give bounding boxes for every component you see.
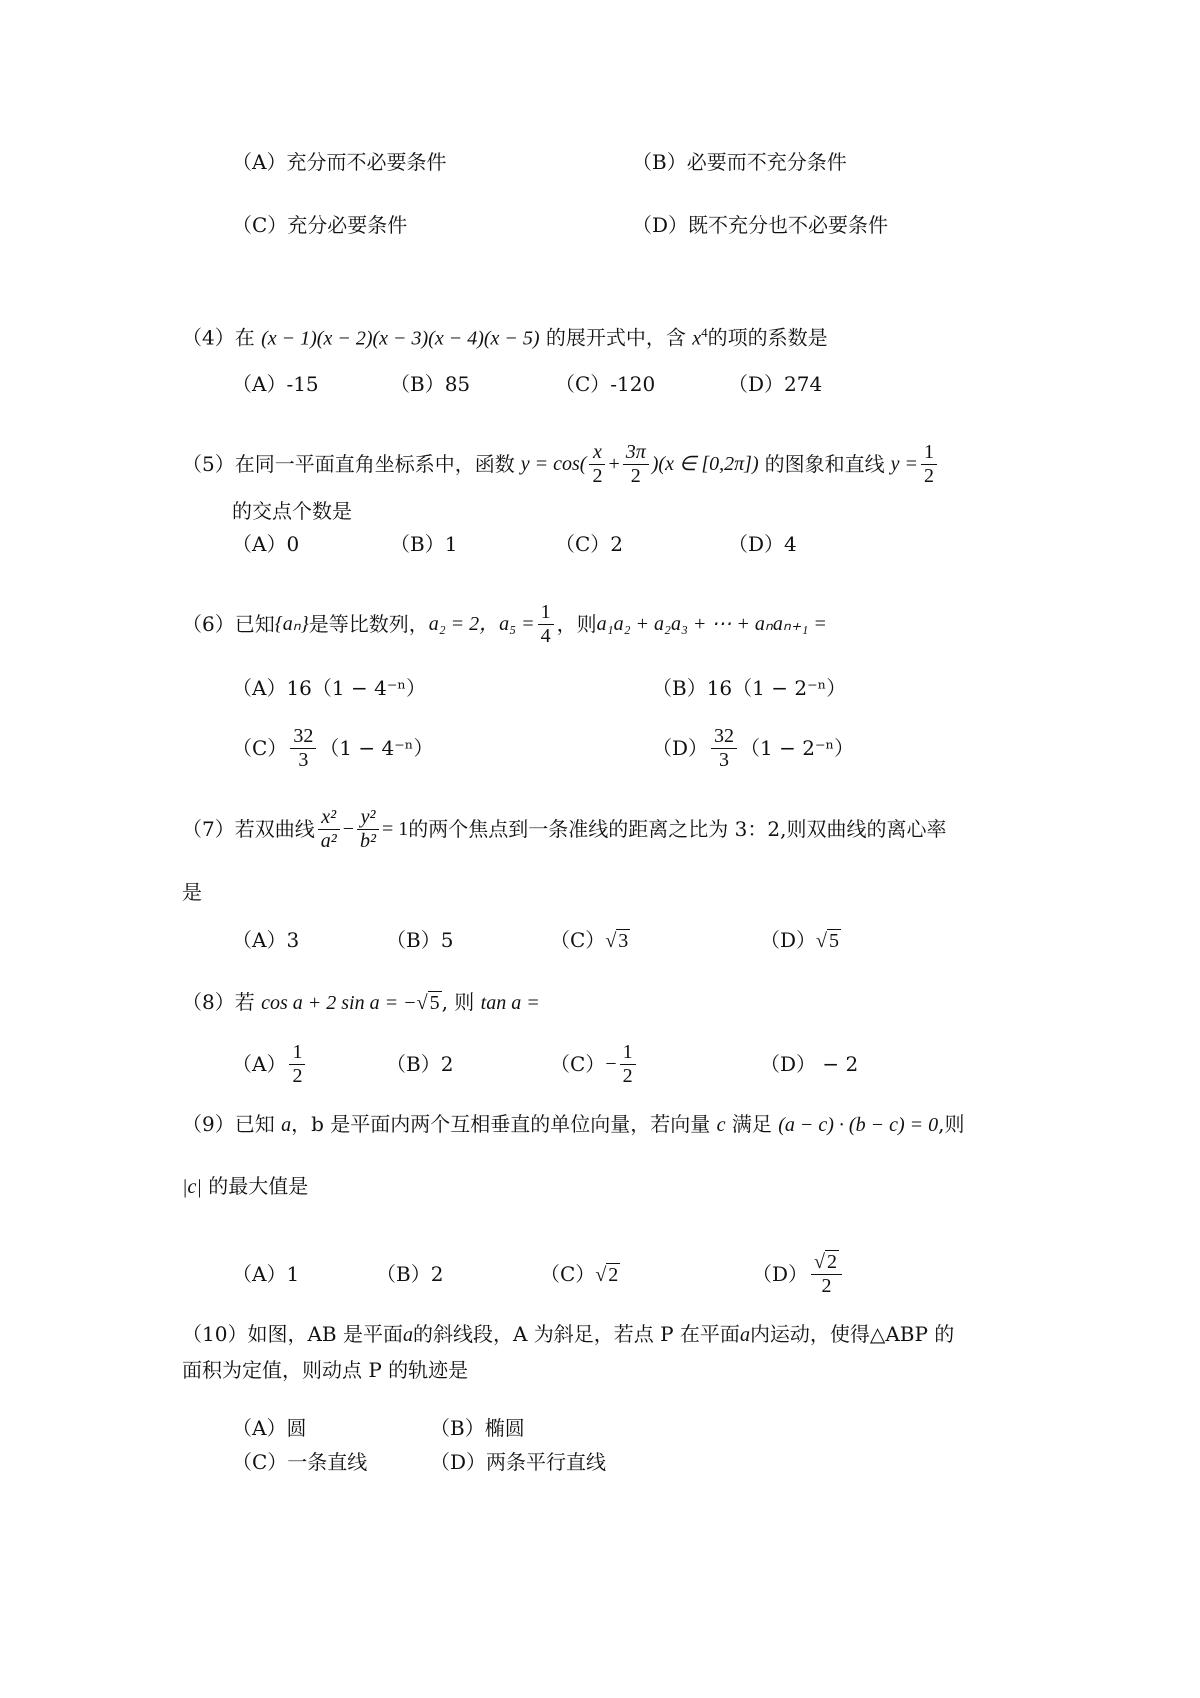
q6-stem: （6） 已知 {aₙ} 是等比数列， a₂ = 2， a₅ = $\frac{1}{4}$ ，则 a₁a₂ + a₂a₃ + ⋯ + aₙaₙ₊₁ = [182,600,827,647]
q9-option-c-sqrt: √ 2 [595,1264,619,1286]
q8-sqrt-5: √ 5 [416,992,440,1014]
q7-option-d-sqrt: √ 5 [816,930,840,952]
q8-option-c-fraction: $\frac{1}{2}$ [620,1041,636,1088]
q3-option-a: （A）充分而不必要条件 [232,150,447,174]
q3-option-b: （B）必要而不充分条件 [632,150,847,174]
q9-stem-line2: |c| 的最大值是 [182,1174,309,1198]
q7-option-c-sqrt: √ 3 [605,930,629,952]
q9-stem: （9）已知 a，b 是平面内两个互相垂直的单位向量，若向量 c 满足 (a − c) · (b − c) = 0,则 [182,1112,965,1136]
q4-option-c: （C）-120 [555,372,656,396]
q8-option-a-fraction: $\frac{1}{2}$ [289,1041,305,1088]
q6-option-a: （A）16（1 − 4⁻ⁿ） [232,676,427,700]
q9-option-d: （D） $\frac{√ 2}{2}$ [752,1242,845,1306]
q6-option-c: （C） $\frac{32}{3}$ （1 − 4⁻ⁿ） [232,724,434,771]
q9-option-d-fraction: $\frac{√ 2}{2}$ [811,1251,842,1298]
q5-option-c: （C）2 [555,532,624,556]
q5-fraction-1-over-2: $\frac{1}{2}$ [921,441,937,488]
q4-option-d: （D）274 [728,372,823,396]
q9-expression: (a − c) · (b − c) = 0 [778,1114,939,1136]
q5-fraction-3pi-over-2: $\frac{3\pi}{2}$ [623,441,649,488]
q3-option-c: （C）充分必要条件 [232,213,408,237]
q6-option-c-fraction: $\frac{32}{3}$ [290,725,316,772]
q7-stem: （7） 若双曲线 $\frac{\text{x²}}{\text{a²}}$ − $\frac{\text{y²}}{\text{b²}}$ = 1 的两个焦点到一条准线的距离之比为 3：2,则双曲线的离心率 [182,805,947,852]
q6-option-d-fraction: $\frac{32}{3}$ [711,725,737,772]
q4-stem: （4）在 (x − 1)(x − 2)(x − 3)(x − 4)(x − 5) 的展开式中，含 $x^4$的项的系数是 [182,325,828,350]
q7-option-b: （B）5 [386,928,454,952]
q4-option-a: （A）-15 [232,372,319,396]
q10-option-d: （D）两条平行直线 [430,1450,607,1474]
q9-abs-c: |c| [182,1176,202,1198]
q10-option-c: （C）一条直线 [232,1450,368,1474]
q6-option-d: （D） $\frac{32}{3}$ （1 − 2⁻ⁿ） [652,724,855,771]
q5-stem: （5） 在同一平面直角坐标系中，函数 y = cos( $\frac{x}{2}$ + $\frac{3\pi}{2}$ )(x ∈ [0,2π]) 的图象和直线 y = $\frac{1}{2}$ [182,434,940,494]
q10-option-a: （A）圆 [232,1416,307,1440]
q9-option-b: （B）2 [376,1262,444,1286]
q6-sum-expression: a₁a₂ + a₂a₃ + ⋯ + aₙaₙ₊₁ = [596,613,827,635]
q6-fraction-1-over-4: $\frac{1}{4}$ [538,601,554,648]
q7-option-a: （A）3 [232,928,300,952]
q7-option-d: （D）√ 5 [760,928,840,952]
q7-stem-line2: 是 [182,880,202,904]
q5-option-d: （D）4 [728,532,797,556]
q10-stem-line2: 面积为定值，则动点 P 的轨迹是 [182,1358,469,1382]
q7-fraction-x2-over-a2: $\frac{\text{x²}}{\text{a²}}$ [318,806,340,853]
q5-fraction-x-over-2: $\frac{x}{2}$ [589,441,605,488]
q8-option-d: （D） − 2 [760,1052,859,1076]
q3-option-d: （D）既不充分也不必要条件 [632,213,889,237]
q4-expression: (x − 1)(x − 2)(x − 3)(x − 4)(x − 5) [261,327,540,350]
q8-stem: （8）若 cos a + 2 sin a = −√ 5 , 则 tan a = [182,990,540,1014]
q6-option-b: （B）16（1 − 2⁻ⁿ） [652,676,847,700]
q8-option-a: （A） $\frac{1}{2}$ [232,1034,308,1094]
q9-option-a: （A）1 [232,1262,300,1286]
q5-option-b: （B）1 [390,532,458,556]
q8-option-c: （C） − $\frac{1}{2}$ [550,1034,639,1094]
q7-option-c: （C）√ 3 [550,928,629,952]
q8-option-b: （B）2 [386,1052,454,1076]
q5-option-a: （A）0 [232,532,300,556]
q10-stem-line1: （10）如图，AB 是平面a的斜线段，A 为斜足，若点 P 在平面a内运动，使得△ABP 的 [182,1322,955,1346]
q4-option-b: （B）85 [390,372,471,396]
q9-option-c: （C）√ 2 [540,1262,619,1286]
q10-option-b: （B）椭圆 [430,1416,525,1440]
q7-fraction-y2-over-b2: $\frac{\text{y²}}{\text{b²}}$ [357,806,379,853]
q5-stem-line2: 的交点个数是 [232,499,352,523]
